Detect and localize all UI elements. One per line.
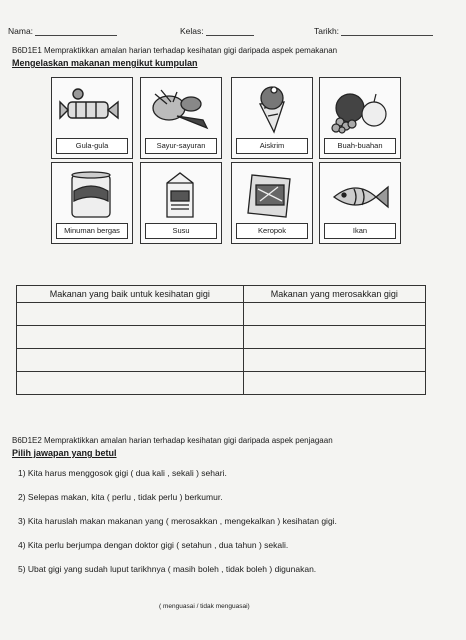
class-field	[180, 26, 254, 36]
fish-icon	[326, 169, 392, 219]
section1-code: B6D1E1 Mempraktikkan amalan harian terhadap kesihatan gigi daripada aspek pemakanan	[12, 46, 338, 55]
table-row	[17, 326, 426, 349]
card-buah-buahan[interactable]	[319, 77, 401, 159]
class-blank[interactable]	[206, 35, 254, 36]
date-blank[interactable]	[341, 35, 433, 36]
mastery-footer: ( menguasai / tidak menguasai)	[159, 603, 250, 610]
column-header-bad: Makanan yang merosakkan gigi	[243, 286, 425, 303]
section2-code: B6D1E2 Mempraktikkan amalan harian terhadap kesihatan gigi daripada aspek penjagaan	[12, 436, 333, 445]
card-label: Gula-gula	[56, 138, 128, 154]
card-keropok[interactable]	[231, 162, 313, 244]
card-sayur-sayuran[interactable]	[140, 77, 222, 159]
card-susu[interactable]	[140, 162, 222, 244]
chips-bag-icon	[238, 169, 304, 219]
section2-instruction: Pilih jawapan yang betul	[12, 448, 117, 458]
card-gula-gula[interactable]	[51, 77, 133, 159]
ice-cream-icon	[238, 84, 304, 134]
fruits-icon	[326, 84, 392, 134]
card-label: Buah-buahan	[324, 138, 396, 154]
table-header-row	[17, 286, 426, 303]
question-2[interactable]: 2) Selepas makan, kita ( perlu , tidak perlu ) berkumur.	[18, 492, 223, 502]
card-label: Aiskrim	[236, 138, 308, 154]
question-4[interactable]: 4) Kita perlu berjumpa dengan doktor gigi ( setahun , dua tahun ) sekali.	[18, 540, 289, 550]
card-aiskrim[interactable]	[231, 77, 313, 159]
question-3[interactable]: 3) Kita haruslah makan makanan yang ( merosakkan , mengekalkan ) kesihatan gigi.	[18, 516, 337, 526]
answer-cell[interactable]	[243, 303, 425, 326]
answer-cell[interactable]	[243, 326, 425, 349]
table-row	[17, 349, 426, 372]
question-1[interactable]: 1) Kita harus menggosok gigi ( dua kali , sekali ) sehari.	[18, 468, 227, 478]
date-field	[314, 26, 433, 36]
answer-cell[interactable]	[17, 326, 244, 349]
class-label: Kelas:	[180, 26, 204, 36]
answer-cell[interactable]	[17, 349, 244, 372]
date-label: Tarikh:	[314, 26, 340, 36]
vegetables-icon	[147, 84, 213, 134]
soda-can-icon	[58, 169, 124, 219]
card-label: Susu	[145, 223, 217, 239]
name-blank[interactable]	[35, 35, 117, 36]
sorting-table	[16, 285, 426, 395]
answer-cell[interactable]	[243, 349, 425, 372]
card-label: Sayur-sayuran	[145, 138, 217, 154]
section1-instruction: Mengelaskan makanan mengikut kumpulan	[12, 58, 198, 68]
milk-carton-icon	[147, 169, 213, 219]
card-label: Keropok	[236, 223, 308, 239]
candy-icon	[58, 84, 124, 134]
card-ikan[interactable]	[319, 162, 401, 244]
answer-cell[interactable]	[243, 372, 425, 395]
name-label: Nama:	[8, 26, 34, 36]
column-header-good: Makanan yang baik untuk kesihatan gigi	[17, 286, 244, 303]
card-label: Ikan	[324, 223, 396, 239]
answer-cell[interactable]	[17, 303, 244, 326]
card-minuman-bergas[interactable]	[51, 162, 133, 244]
name-field	[8, 26, 117, 36]
answer-cell[interactable]	[17, 372, 244, 395]
table-row	[17, 372, 426, 395]
card-label: Minuman bergas	[56, 223, 128, 239]
question-5[interactable]: 5) Ubat gigi yang sudah luput tarikhnya ( masih boleh , tidak boleh ) digunakan.	[18, 564, 317, 574]
table-row	[17, 303, 426, 326]
